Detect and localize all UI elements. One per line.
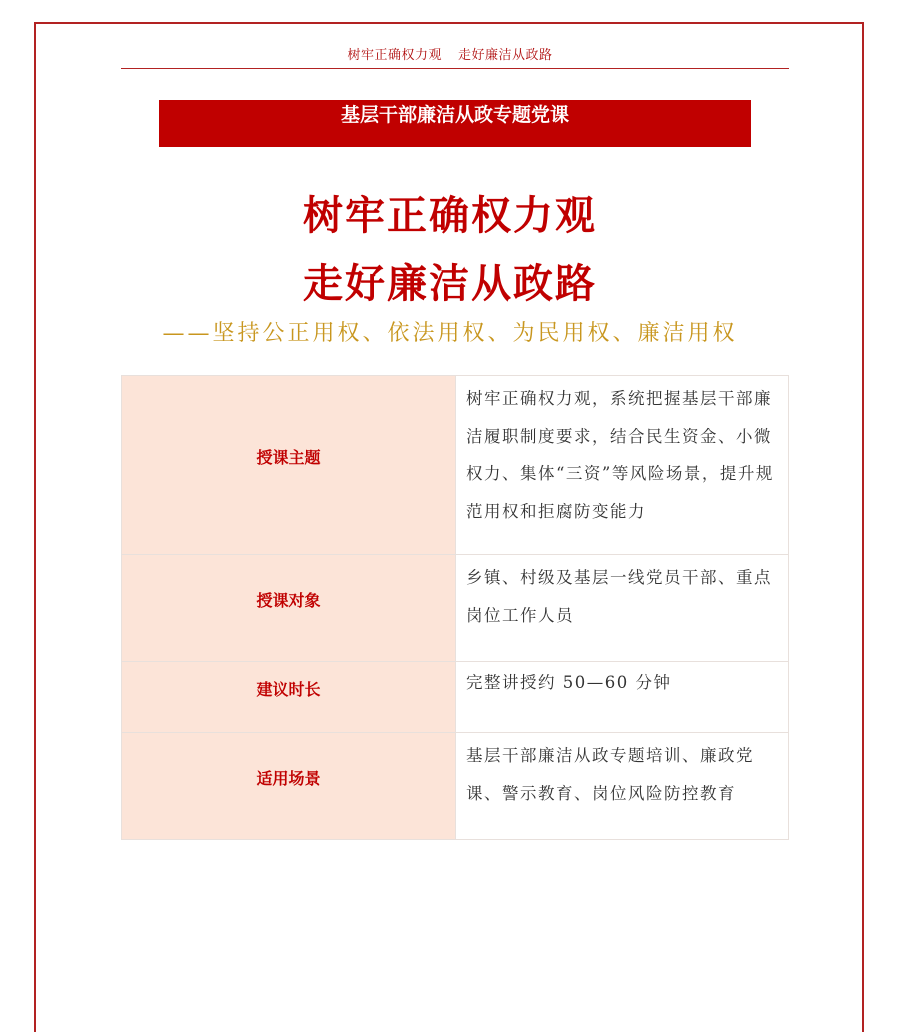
course-banner: 基层干部廉洁从政专题党课 — [159, 100, 751, 147]
row-value: 树牢正确权力观，系统把握基层干部廉洁履职制度要求，结合民生资金、小微权力、集体“三资”等风险场景，提升规范用权和拒腐防变能力 — [456, 376, 789, 555]
info-table — [121, 375, 789, 840]
row-value: 乡镇、村级及基层一线党员干部、重点岗位工作人员 — [456, 555, 789, 662]
running-header-right: 走好廉洁从政路 — [458, 48, 553, 63]
title-line-1: 树牢正确权力观 — [303, 193, 597, 239]
row-label: 建议时长 — [122, 662, 456, 733]
title-line-2: 走好廉洁从政路 — [303, 261, 597, 307]
row-label: 适用场景 — [122, 733, 456, 840]
row-value: 基层干部廉洁从政专题培训、廉政党课、警示教育、岗位风险防控教育 — [456, 733, 789, 840]
table-row — [122, 376, 789, 555]
row-label: 授课对象 — [122, 555, 456, 662]
subtitle: ——坚持公正用权、依法用权、为民用权、廉洁用权 — [162, 321, 738, 346]
table-row — [122, 662, 789, 733]
row-label: 授课主题 — [122, 376, 456, 555]
table-row — [122, 733, 789, 840]
row-value: 完整讲授约 50—60 分钟 — [456, 662, 789, 733]
header-rule — [121, 68, 789, 69]
running-header-left: 树牢正确权力观 — [347, 48, 442, 63]
running-header — [0, 44, 900, 63]
table-row — [122, 555, 789, 662]
